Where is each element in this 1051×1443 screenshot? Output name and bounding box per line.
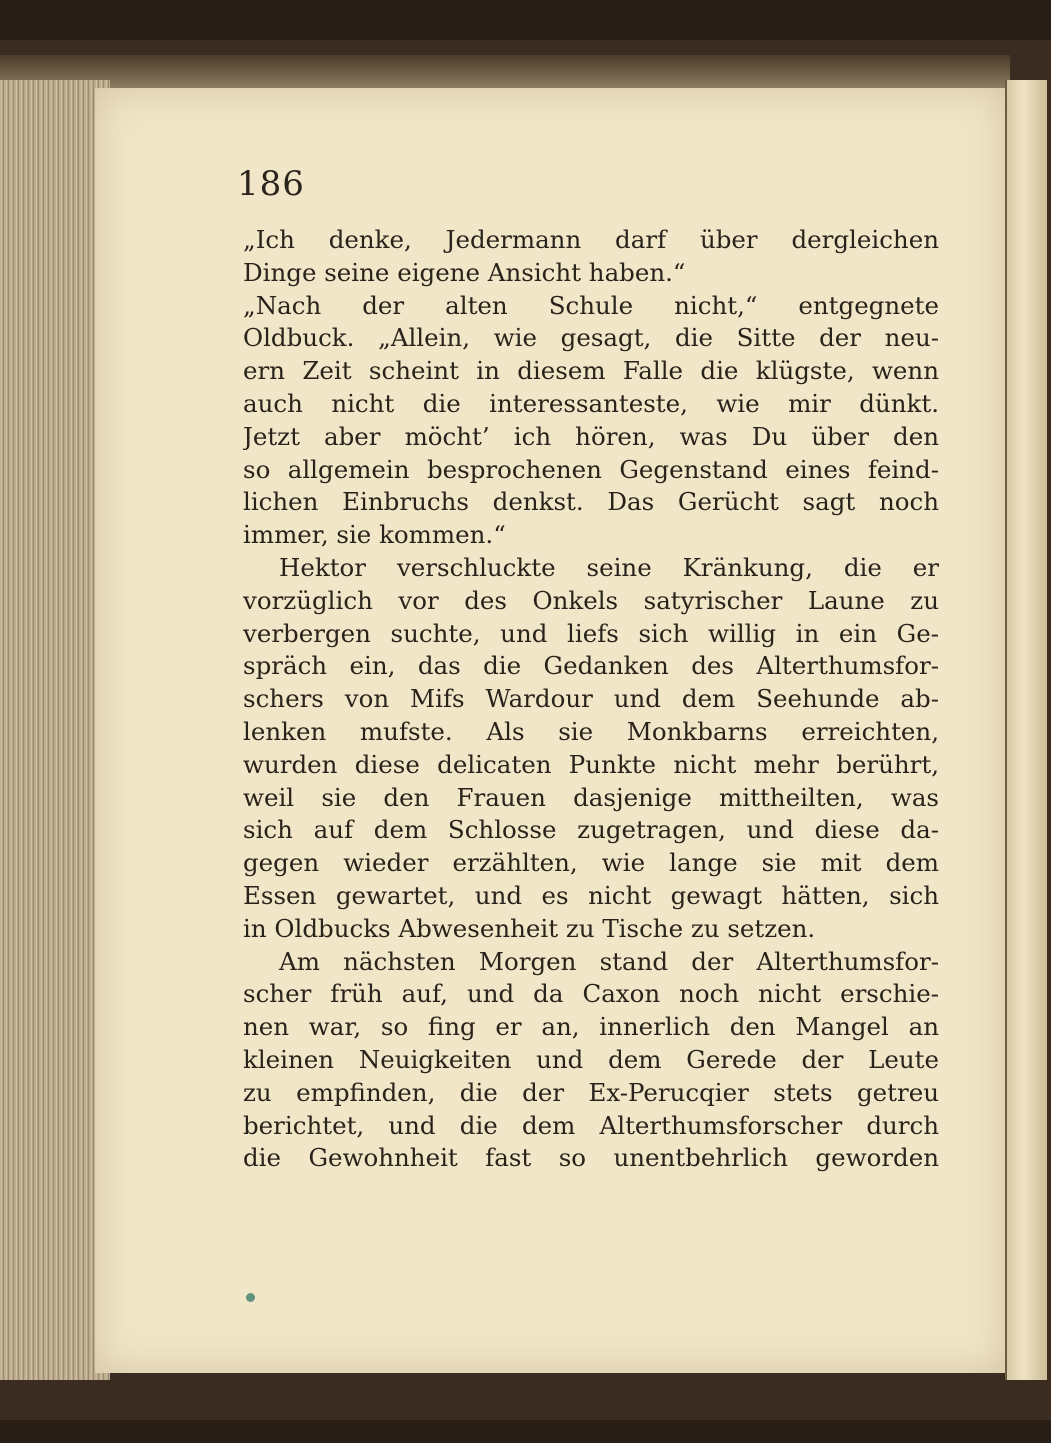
text-line: nen war, so fing er an, innerlich den Mangel an <box>243 1012 939 1042</box>
text-line: lichen Einbruchs denkst. Das Gerücht sagt noch <box>243 487 939 517</box>
next-page-edge <box>1005 80 1047 1380</box>
text-line: weil sie den Frauen dasjenige mittheilten, was <box>243 782 939 812</box>
text-line: schers von Mifs Wardour und dem Seehunde ab- <box>243 684 939 714</box>
text-line: gegen wieder erzählten, wie lange sie mit dem <box>243 848 939 878</box>
text-line: sich auf dem Schlosse zugetragen, und diese da- <box>243 815 939 845</box>
text-line: kleinen Neuigkeiten und dem Gerede der Leute <box>243 1044 939 1074</box>
text-line: auch nicht die interessanteste, wie mir dünkt. <box>243 388 939 418</box>
text-line: Dinge seine eigene Ansicht haben.“ <box>243 257 686 287</box>
text-line: „Nach der alten Schule nicht,“ entgegnete <box>243 290 939 320</box>
text-line: Essen gewartet, und es nicht gewagt hätten, sich <box>243 880 939 910</box>
text-line: die Gewohnheit fast so unentbehrlich geworden <box>243 1143 939 1173</box>
page-number: 186 <box>237 164 305 204</box>
text-line: Am nächsten Morgen stand der Alterthumsfor- <box>279 946 939 976</box>
text-line: berichtet, und die dem Alterthumsforscher durch <box>243 1110 939 1140</box>
text-line: vorzüglich vor des Onkels satyrischer Laune zu <box>243 585 939 615</box>
text-line: verbergen suchte, und liefs sich willig in ein Ge- <box>243 618 939 648</box>
page-edges-left <box>0 80 110 1380</box>
text-line: Hektor verschluckte seine Kränkung, die er <box>279 552 939 582</box>
text-line: Oldbuck. „Allein, wie gesagt, die Sitte der neu- <box>243 323 939 353</box>
text-line: spräch ein, das die Gedanken des Alterthumsfor- <box>243 651 939 681</box>
text-line: zu empfinden, die der Ex-Perucqier stets getreu <box>243 1077 939 1107</box>
text-line: wurden diese delicaten Punkte nicht mehr berührt, <box>243 749 939 779</box>
text-line: in Oldbucks Abwesenheit zu Tische zu setzen. <box>243 913 816 943</box>
page-text <box>243 224 939 1175</box>
text-line: Jetzt aber möcht’ ich hören, was Du über den <box>243 421 939 451</box>
text-line: immer, sie kommen.“ <box>243 520 506 550</box>
text-line: „Ich denke, Jedermann darf über dergleichen <box>243 225 939 254</box>
text-line: so allgemein besprochenen Gegenstand eines feind- <box>243 454 939 484</box>
text-line: scher früh auf, und da Caxon noch nicht erschie- <box>243 979 939 1009</box>
ink-smudge <box>246 1293 255 1302</box>
text-line: lenken mufste. Als sie Monkbarns erreichten, <box>243 716 939 746</box>
text-line: ern Zeit scheint in diesem Falle die klügste, wenn <box>243 356 939 386</box>
